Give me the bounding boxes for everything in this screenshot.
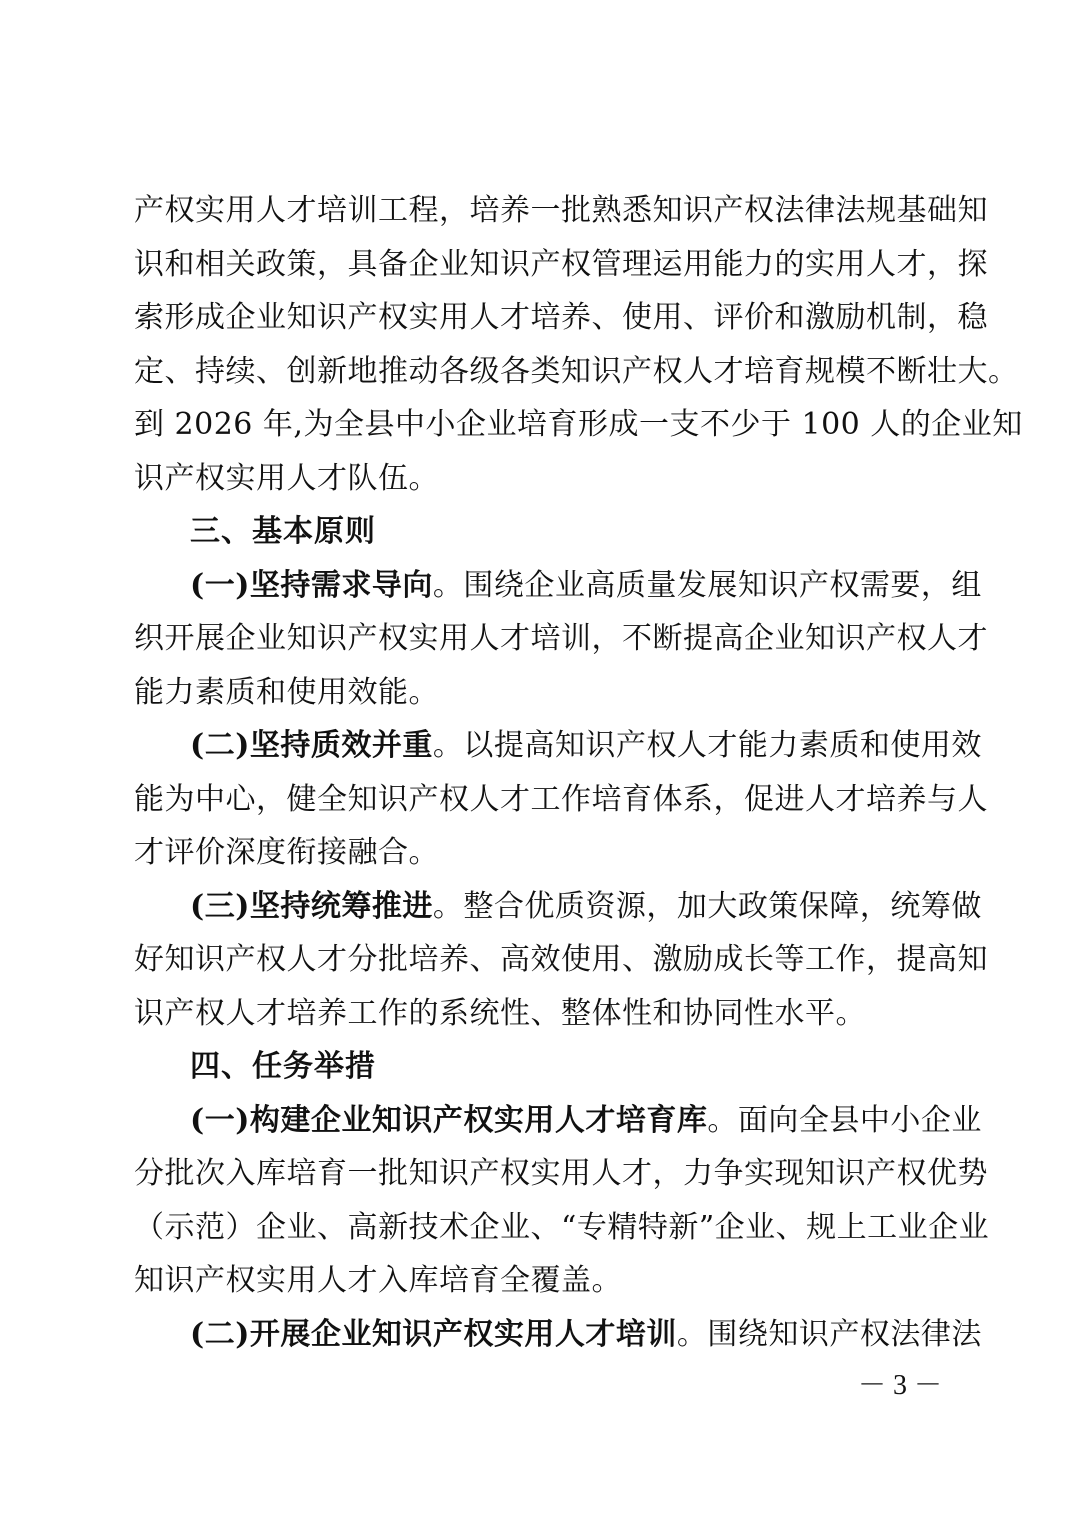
section-heading-tasks: 四、任务举措 xyxy=(190,1049,376,1084)
paragraph-first-line xyxy=(134,559,982,613)
text-line: 产权实用人才培训工程，培养一批熟悉知识产权法律法规基础知 xyxy=(134,193,988,228)
text-line: 识产权实用人才队伍。 xyxy=(134,460,439,496)
paragraph-lead: (一)坚持需求导向 xyxy=(190,567,433,603)
text-line: 识产权人才培养工作的系统性、整体性和协同性水平。 xyxy=(134,995,866,1031)
paragraph-lead: (二)坚持质效并重 xyxy=(190,728,433,763)
document-body xyxy=(134,184,1023,1361)
text-line: 能为中心，健全知识产权人才工作培育体系，促进人才培养与人 xyxy=(134,781,988,817)
text-line: 织开展企业知识产权实用人才培训，不断提高企业知识产权人才 xyxy=(134,621,988,656)
text-line: 索形成企业知识产权实用人才培养、使用、评价和激励机制，稳 xyxy=(134,300,988,335)
text-line: 分批次入库培育一批知识产权实用人才，力争实现知识产权优势 xyxy=(134,1156,988,1191)
page-number: － 3 － xyxy=(858,1370,943,1401)
paragraph-text: 。围绕知识产权法律法 xyxy=(676,1316,982,1352)
paragraph-first-line xyxy=(134,719,982,773)
task-paragraph-2 xyxy=(134,1308,982,1362)
text-line: 能力素质和使用效能。 xyxy=(134,674,439,710)
text-line: 到 2026 年,为全县中小企业培育形成一支不少于 100 人的企业知 xyxy=(134,407,1023,442)
paragraph-text: 。围绕企业高质量发展知识产权需要，组 xyxy=(432,567,982,603)
paragraph-first-line xyxy=(134,1094,982,1148)
text-line: 识和相关政策，具备企业知识产权管理运用能力的实用人才，探 xyxy=(134,246,988,282)
text-line: 知识产权实用人才入库培育全覆盖。 xyxy=(134,1263,622,1298)
principle-paragraph-3 xyxy=(134,880,988,1041)
text-line: （示范）企业、高新技术企业、“专精特新”企业、规上工业企业 xyxy=(134,1209,990,1245)
text-line: 好知识产权人才分批培养、高效使用、激励成长等工作，提高知 xyxy=(134,942,988,977)
continuation-paragraph xyxy=(134,184,1023,505)
paragraph-lead: (三)坚持统筹推进 xyxy=(190,888,433,924)
paragraph-lead: (一)构建企业知识产权实用人才培育库 xyxy=(190,1102,708,1138)
task-paragraph-1 xyxy=(134,1094,990,1308)
paragraph-text: 。以提高知识产权人才能力素质和使用效 xyxy=(432,728,982,763)
text-line: 才评价深度衔接融合。 xyxy=(134,835,439,870)
paragraph-first-line xyxy=(134,1308,982,1362)
paragraph-text: 。整合优质资源，加大政策保障，统筹做 xyxy=(432,888,982,924)
principle-paragraph-1 xyxy=(134,559,988,720)
paragraph-text: 。面向全县中小企业 xyxy=(707,1102,982,1138)
paragraph-first-line xyxy=(134,880,982,934)
text-line: 定、持续、创新地推动各级各类知识产权人才培育规模不断壮大。 xyxy=(134,353,1019,389)
section-heading-principles: 三、基本原则 xyxy=(190,514,376,549)
principle-paragraph-2 xyxy=(134,719,988,880)
paragraph-lead: (二)开展企业知识产权实用人才培训 xyxy=(190,1316,677,1352)
